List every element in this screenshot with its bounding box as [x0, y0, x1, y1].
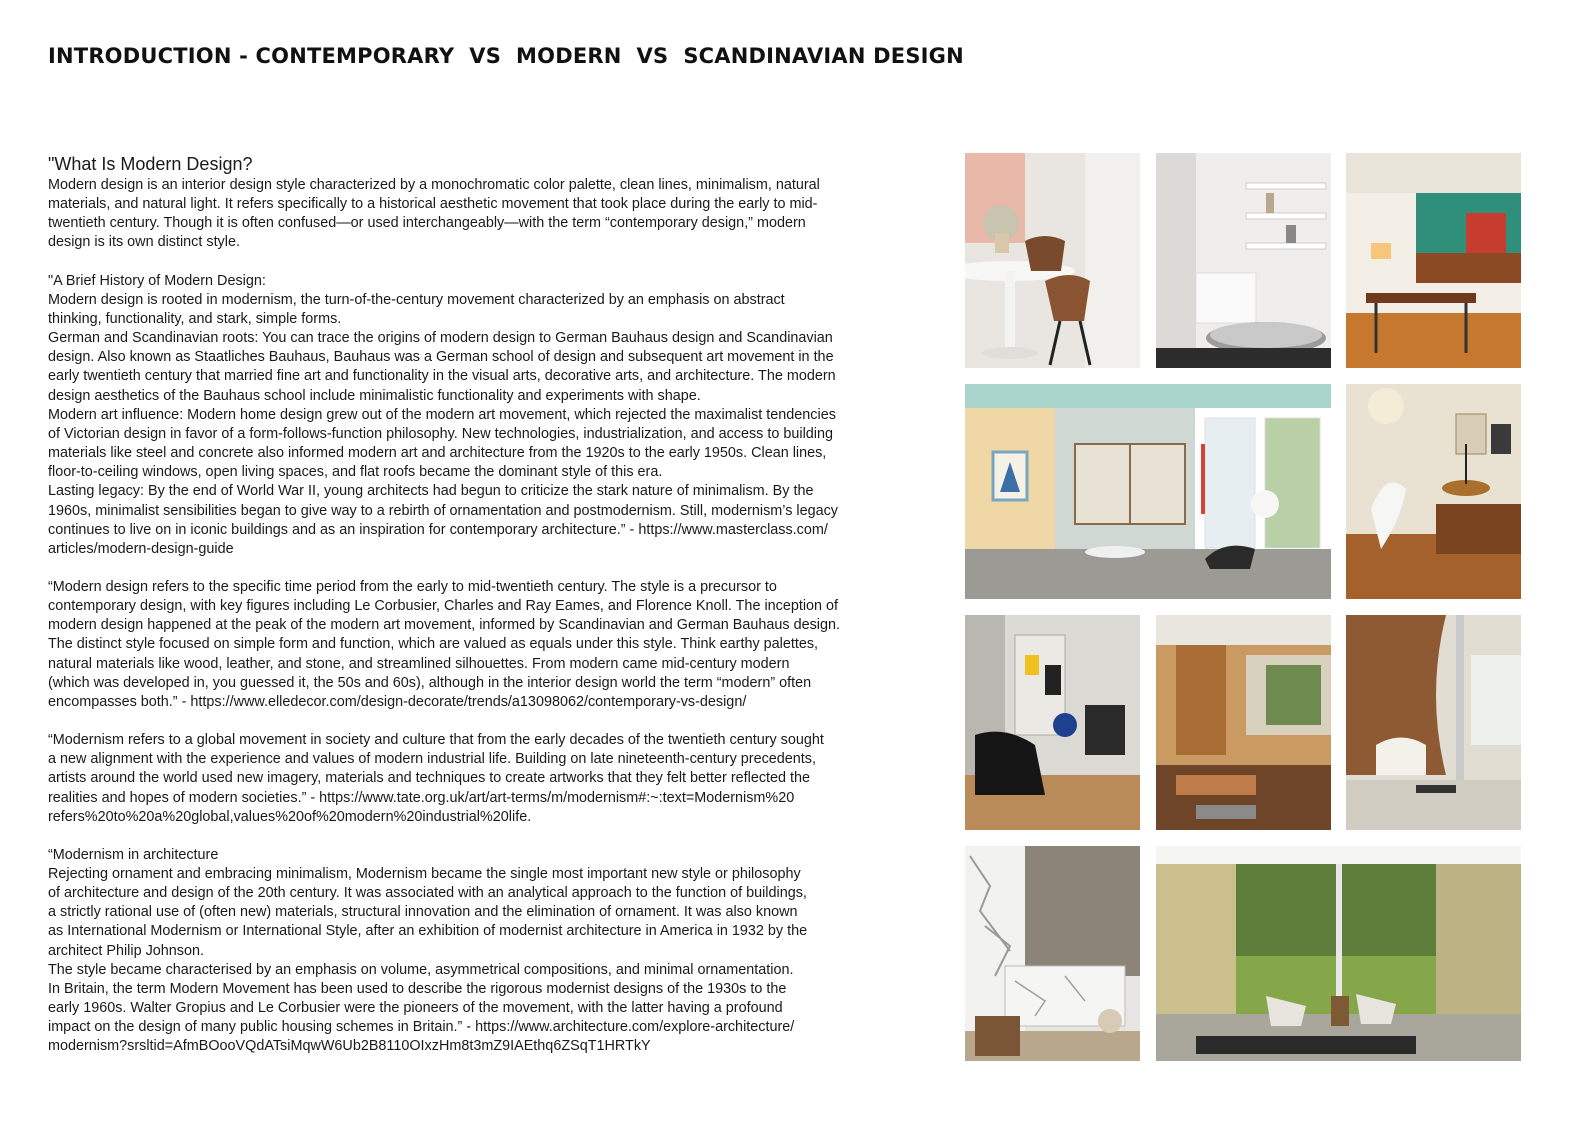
photo-panton-chair-living — [1346, 384, 1521, 599]
paragraph: Lasting legacy: By the end of World War II, young architects had begun to criticize the stark nature of minimalism. By the 1960s, minimalist sensibilities began to give way to a rebirth of ornamentation and postmodernism. Still, modernism’s legacy continues to live on in iconic buildings and as an inspiration for contemporary architecture.” - https://www.masterclass.com/ articles/modern-design-guide — [48, 483, 839, 557]
section-tate-quote — [48, 731, 948, 827]
section-brief-history — [48, 272, 948, 559]
paragraph: Modern design is an interior design style characterized by a monochromatic color palette, clean lines, minimalism, natural materials, and natural light. It refers specifically to a historical aesthetic movement that took place during the early to mid- twentieth century. Though it is often confused—or used interchangeably—with the term “contemporary design,” modern design is its own distinct style. — [48, 177, 820, 251]
photo-curved-wood-wall — [1346, 615, 1521, 830]
photo-white-living-shelves — [1156, 153, 1331, 368]
section-what-is-modern-design — [48, 152, 948, 253]
section-heading: "What Is Modern Design? — [48, 154, 253, 174]
photo-dining-tulip-table — [965, 153, 1140, 368]
photo-wood-panel-interior — [1156, 615, 1331, 830]
paragraph: Modern art influence: Modern home design grew out of the modern art movement, which rejected the maximalist tendencies of Victorian design in favor of a form-follows-function philosophy. New technologies, industrialization, and access to building materials like steel and concrete also informed modern art and architecture from the 1920s to the early 1950s. Clean lines, floor-to-ceiling windows, open living spaces, and flat roofs became the dominant style of this era. — [48, 406, 836, 481]
paragraph: Modern design is rooted in modernism, the turn-of-the-century movement characterized by an emphasis on abstract thinking, functionality, and stark, simple forms. — [48, 291, 785, 327]
photo-bauhaus-living-room — [965, 384, 1331, 599]
paragraph: “Modernism refers to a global movement in society and culture that from the early decades of the twentieth century sought a new alignment with the experience and values of modern industrial life. Building on late nineteenth-century precedents, artists around the world used new imagery, materials and techniques to create artworks that they felt better reflected the realities and hopes of modern societies.” - https://www.tate.org.uk/art/art-terms/m/modernism#:~:text=Modernism%20 refers%20to%20a%20global,values%20of%20modern%20industrial%20life. — [48, 732, 824, 825]
paragraph: “Modern design refers to the specific time period from the early to mid-twentieth century. The style is a precursor to contemporary design, with key figures including Le Corbusier, Charles and Ray Eames, and Florence Knoll. The inception of modern design happened at the peak of the modern art movement, informed by Scandinavian and German Bauhaus design. The distinct style focused on simple form and function, which are valued as equals under this style. Think earthy palettes, natural materials like wood, leather, and stone, and streamlined silhouettes. From modern came mid-century modern (which was developed in, you guessed it, the 50s and 60s), although in the interior design world the term “modern” often encompasses both.” - https://www.elledecor.com/design-decorate/trends/a13098062/contemporary-vs-design/ — [48, 578, 840, 710]
photo-colorful-dining-wood — [1346, 153, 1521, 368]
page-title: INTRODUCTION - CONTEMPORARY VS MODERN VS SCANDINAVIAN DESIGN — [48, 44, 964, 68]
article-text — [48, 152, 948, 1076]
paragraph: “Modernism in architecture — [48, 846, 219, 863]
photo-glass-house-lounge — [1156, 846, 1521, 1061]
photo-barcelona-chair-room — [965, 615, 1140, 830]
paragraph: Rejecting ornament and embracing minimalism, Modernism became the single most important new style or philosophy of architecture and design of the 20th century. It was associated with an analytical approach to the function of buildings, a strictly rational use of (often new) materials, structural innovation and the elimination of ornament. It was also known as International Modernism or International Style, after an exhibition of modernist architecture in America in 1932 by the architect Philip Johnson. — [48, 866, 808, 959]
paragraph: German and Scandinavian roots: You can trace the origins of modern design to German Bauhaus design and Scandinavian design. Also known as Staatliches Bauhaus, Bauhaus was a German school of design and subsequent art movement in the early twentieth century that married fine art and functionality in the visual arts, decorative arts, and architecture. The modern design aesthetics of the Bauhaus school include minimalistic functionality and experiments with shape. — [48, 330, 836, 404]
section-elledecor-quote — [48, 578, 948, 712]
paragraph: "A Brief History of Modern Design: — [48, 272, 266, 289]
section-modernism-in-architecture — [48, 846, 948, 1057]
paragraph: The style became characterised by an emphasis on volume, asymmetrical compositions, and minimal ornamentation. In Britain, the term Modern Movement has been used to describe the rigorous modernist designs of the 1930s to the early 1960s. Walter Gropius and Le Corbusier were the pioneers of the movement, with the latter having a profound impact on the design of many public housing schemes in Britain.” - https://www.architecture.com/explore-architecture/ modernism?srsltid=AfmBOooVQdATsiMqwW6Ub2B8110OIxzHm8t3mZ9IAEthq6ZSqT1HRTkY — [48, 961, 795, 1055]
photo-marble-kitchen — [965, 846, 1140, 1061]
